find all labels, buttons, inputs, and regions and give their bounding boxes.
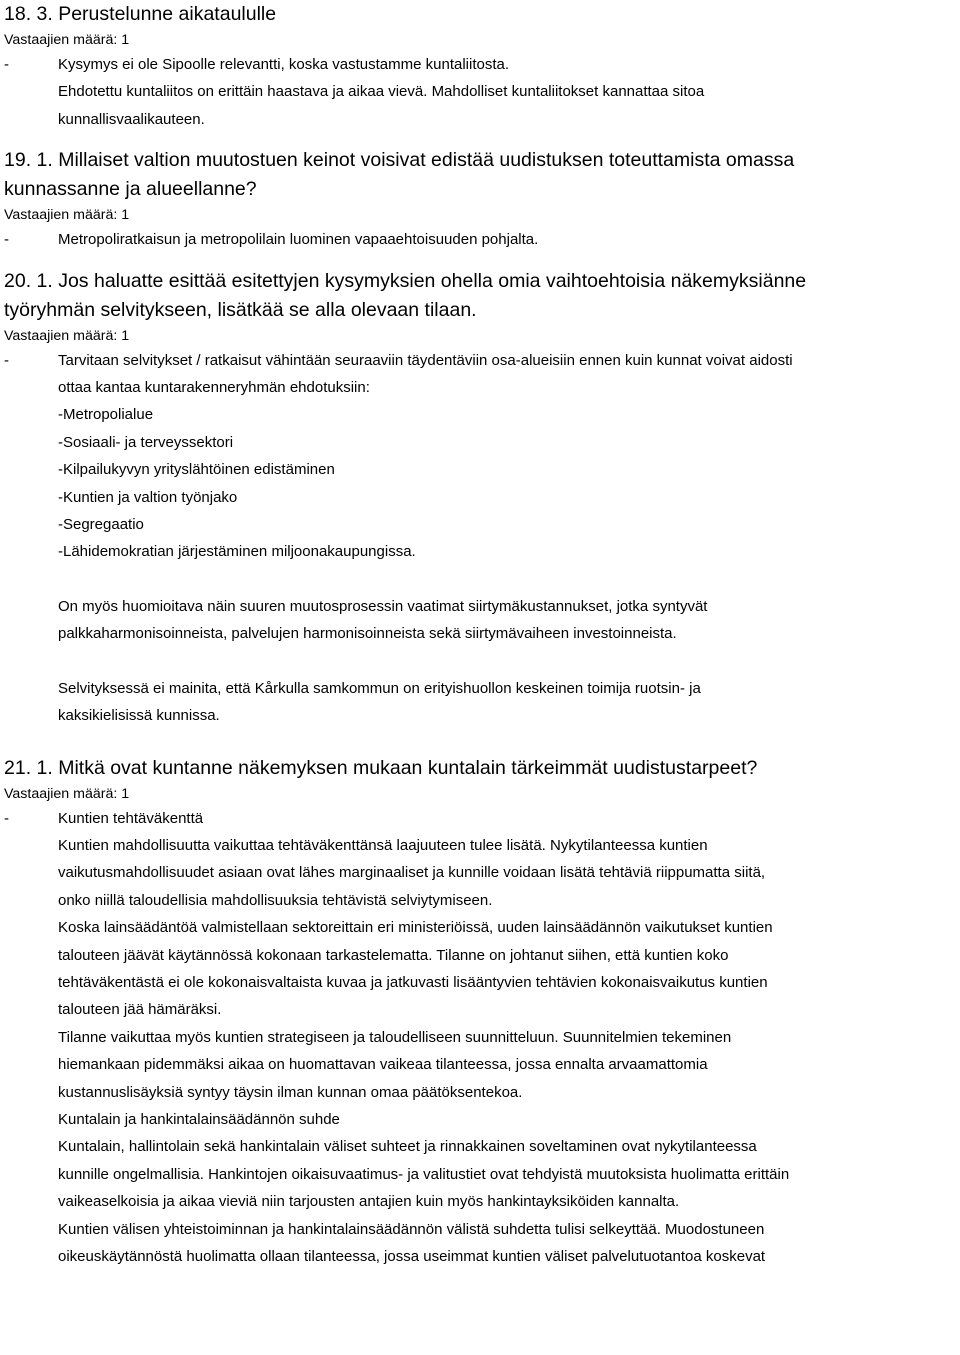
answer-text xyxy=(58,51,956,133)
respondents-count: Vastaajien määrä: 1 xyxy=(4,32,130,48)
subheading-line: Kuntien tehtäväkenttä xyxy=(58,809,204,827)
answer-line: Ehdotettu kuntaliitos on erittäin haastava ja aikaa vievä. Mahdolliset kuntaliitokset kannattaa sitoa xyxy=(58,83,705,101)
list-item: -Lähidemokratian järjestäminen miljoonakaupungissa. xyxy=(58,543,416,561)
answer-text xyxy=(58,805,956,1271)
answer-dash: - xyxy=(4,809,9,827)
section-19-title xyxy=(4,146,956,204)
answer-dash: - xyxy=(4,351,9,369)
answer-line: Kysymys ei ole Sipoolle relevantti, koska vastustamme kuntaliitosta. xyxy=(58,56,510,73)
answer-line: Kuntien mahdollisuutta vaikuttaa tehtäväkenttänsä laajuuteen tulee lisätä. Nykytilanteessa kuntien xyxy=(58,836,708,854)
section-18-title: 18. 3. Perustelunne aikataululle xyxy=(4,3,277,25)
respondents-count: Vastaajien määrä: 1 xyxy=(4,785,130,802)
list-item: -Kuntien ja valtion työnjako xyxy=(58,488,238,506)
answer-line: On myös huomioitava näin suuren muutosprosessin vaatimat siirtymäkustannukset, jotka syntyvät xyxy=(58,597,708,615)
answer-line: Koska lainsäädäntöä valmistellaan sektoreittain eri ministeriöissä, uuden lainsäädännön vaikutukset kuntien xyxy=(58,919,773,937)
answer-entry xyxy=(4,805,956,1271)
list-item: -Kilpailukyvyn yrityslähtöinen edistäminen xyxy=(58,461,335,479)
answer-line: Kuntien välisen yhteistoiminnan ja hankintalainsäädännön välistä suhdetta tulisi selkeyttää. Muodostuneen xyxy=(58,1220,765,1238)
list-item: -Metropolialue xyxy=(58,406,154,424)
answer-line: Tarvitaan selvitykset / ratkaisut vähintään seuraaviin täydentäviin osa-alueisiin ennen kuin kunnat voivat aidosti xyxy=(58,351,793,369)
answer-line: tehtäväkentästä ei ole kokonaisvaltaista kuvaa ja jatkuvasti lisääntyvien tehtävien kokonaisvaikutus kuntien xyxy=(58,973,768,991)
title-line: 20. 1. Jos haluatte esittää esitettyjen kysymyksien ohella omia vaihtoehtoisia näkemyksiänne xyxy=(4,269,807,292)
answer-line: hiemankaan pidemmäksi aikaa on huomattavan vaikeaa tilanteessa, jossa ennalta arvaamattomia xyxy=(58,1056,708,1074)
answer-line: Kuntalain, hallintolain sekä hankintalain väliset suhteet ja rinnakkainen soveltaminen ovat nykytilanteessa xyxy=(58,1138,757,1156)
answer-line: kustannuslisäyksiä syntyy täysin ilman kunnan omaa päätöksentekoa. xyxy=(58,1083,523,1101)
answer-line: kunnille ongelmallisia. Hankintojen oikaisuvaatimus- ja valitustiet ovat tehdyistä muutoksista huolimatta erittäin xyxy=(58,1165,790,1183)
answer-text xyxy=(58,347,956,730)
subheading-line: Kuntalain ja hankintalainsäädännön suhde xyxy=(58,1110,340,1128)
answer-line: onko niillä taloudellisia mahdollisuuksia tehtävistä selviytymiseen. xyxy=(58,891,493,909)
title-line: työryhmän selvitykseen, lisätkää se alla olevaan tilaan. xyxy=(4,298,477,321)
title-line: 19. 1. Millaiset valtion muutostuen keinot voisivat edistää uudistuksen toteuttamista omassa xyxy=(4,149,795,172)
section-18 xyxy=(4,0,956,133)
title-line: kunnassanne ja alueellanne? xyxy=(4,178,257,201)
section-20-title xyxy=(4,267,956,325)
answer-line: palkkaharmonisoinneista, palvelujen harmonisoinneista sekä siirtymävaiheen investoinneista. xyxy=(58,625,677,643)
answer-line: Selvityksessä ei mainita, että Kårkulla samkommun on erityishuollon keskeinen toimija ruotsin- ja xyxy=(58,679,701,697)
section-21 xyxy=(4,754,956,1271)
answer-entry xyxy=(4,347,956,730)
answer-line: talouteen jäävät käytännössä kokonaan tarkastelematta. Tilanne on johtanut siihen, että kuntien koko xyxy=(58,946,729,964)
answer-line: talouteen jää hämäräksi. xyxy=(58,1001,222,1019)
respondents-count: Vastaajien määrä: 1 xyxy=(4,207,130,224)
list-item: -Sosiaali- ja terveyssektori xyxy=(58,433,234,451)
answer-line: kaksikielisissä kunnissa. xyxy=(58,707,220,725)
answer-line: Metropoliratkaisun ja metropolilain luominen vapaaehtoisuuden pohjalta. xyxy=(58,231,539,249)
answer-line: Tilanne vaikuttaa myös kuntien strategiseen ja taloudelliseen suunnitteluun. Suunnitelmien tekeminen xyxy=(58,1028,732,1046)
section-20 xyxy=(4,267,956,730)
section-21-title: 21. 1. Mitkä ovat kuntanne näkemyksen mukaan kuntalain tärkeimmät uudistustarpeet? xyxy=(4,756,758,779)
answer-line: ottaa kantaa kuntarakenneryhmän ehdotuksiin: xyxy=(58,379,370,397)
answer-text xyxy=(58,226,956,253)
answer-line: vaikeaselkoisia ja aikaa vieviä niin tarjousten antajien kuin myös hankintayksiköiden kannalta. xyxy=(58,1193,680,1211)
document-page xyxy=(4,0,956,1270)
answer-line: kunnallisvaalikauteen. xyxy=(58,110,205,128)
answer-entry xyxy=(4,51,956,133)
answer-entry xyxy=(4,226,956,253)
answer-line: vaikutusmahdollisuudet asiaan ovat lähes marginaaliset ja kunnille voidaan lisätä tehtäviä riippumatta siitä, xyxy=(58,864,766,882)
answer-line: oikeuskäytännöstä huolimatta ollaan tilanteessa, jossa useimmat kuntien väliset palvelutuotantoa koskevat xyxy=(58,1248,766,1265)
respondents-count: Vastaajien määrä: 1 xyxy=(4,327,130,344)
answer-dash: - xyxy=(4,56,9,73)
list-item: -Segregaatio xyxy=(58,516,144,534)
section-19 xyxy=(4,146,956,253)
answer-dash: - xyxy=(4,231,9,249)
